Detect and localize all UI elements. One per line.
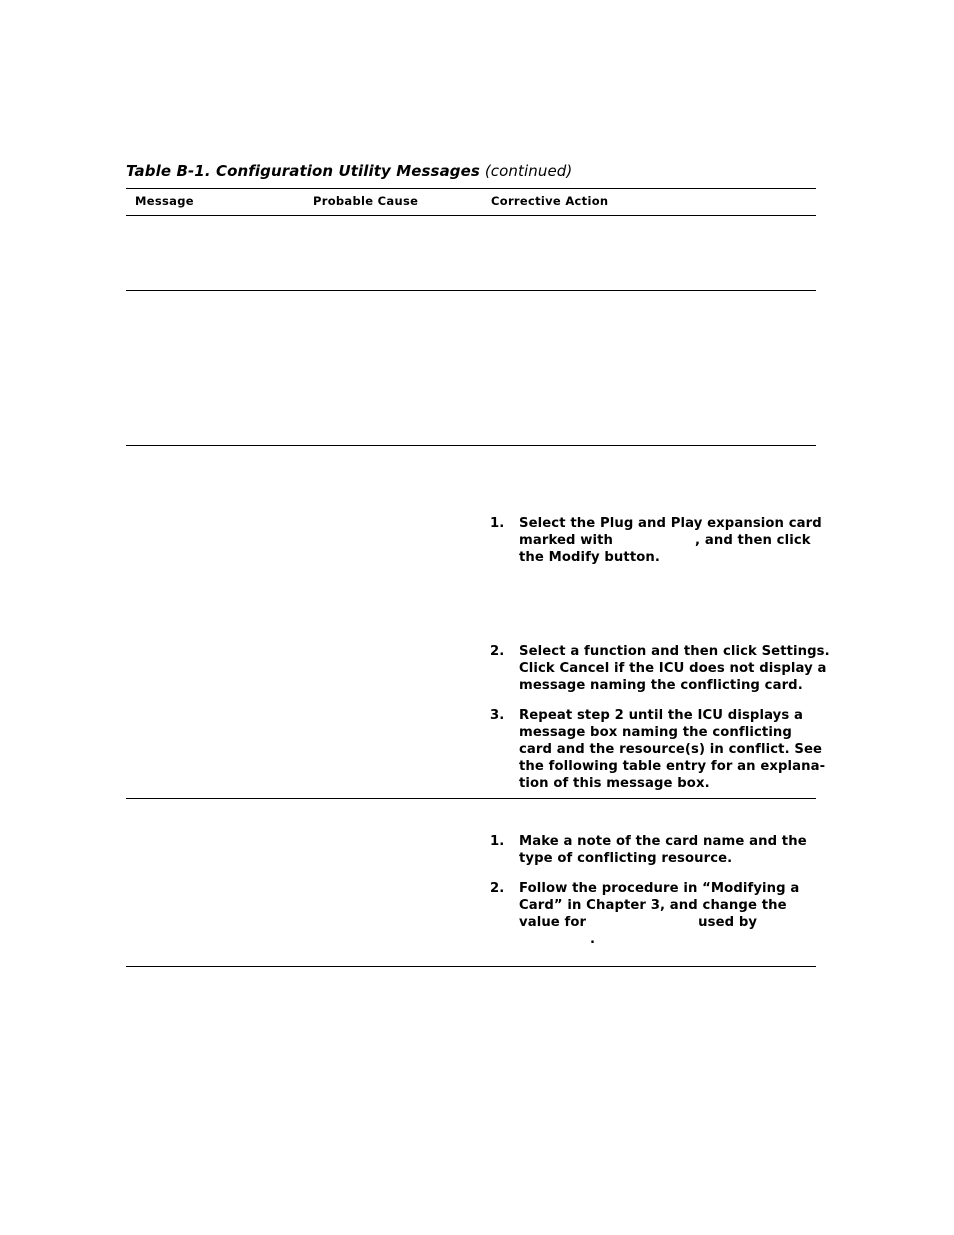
step-number: 3. <box>490 708 505 723</box>
header-bottom-rule <box>126 215 816 216</box>
step-line: Make a note of the card name and the <box>519 834 807 849</box>
step-line: Select a function and then click Settings. <box>519 644 830 659</box>
column-header-probable-cause: Probable Cause <box>313 194 419 208</box>
step-line-part: value for <box>519 915 587 930</box>
step-text <box>519 643 830 694</box>
step-line <box>519 532 811 549</box>
step-line-part: , and then click <box>695 533 811 548</box>
table-caption-title: Table B-1. Configuration Utility Messages <box>126 162 480 180</box>
step-line: type of conflicting resource. <box>519 851 733 866</box>
step-line <box>519 914 811 931</box>
step-line-part: used by <box>698 915 758 930</box>
step-number: 2. <box>490 881 505 896</box>
step-line: the Modify button. <box>519 550 660 565</box>
step-number: 1. <box>490 834 505 849</box>
step-line: message naming the conflicting card. <box>519 678 803 693</box>
table-top-rule <box>126 188 816 189</box>
step-number: 2. <box>490 644 505 659</box>
row-divider-1 <box>126 290 816 291</box>
step-text <box>519 515 822 566</box>
row-divider-3 <box>126 798 816 799</box>
step-line: tion of this message box. <box>519 776 710 791</box>
step-text <box>519 880 811 948</box>
step-text <box>519 833 811 867</box>
step-line: the following table entry for an explana- <box>519 759 826 774</box>
step-line: Click Cancel if the ICU does not display a <box>519 661 827 676</box>
column-header-message: Message <box>135 194 194 208</box>
step-line: . <box>590 932 596 947</box>
step-line: Repeat step 2 until the ICU displays a <box>519 708 803 723</box>
row-divider-2 <box>126 445 816 446</box>
step-number: 1. <box>490 516 505 531</box>
step-line-part: marked with <box>519 533 614 548</box>
table-caption-continued: (continued) <box>484 162 573 180</box>
column-header-corrective-action: Corrective Action <box>491 194 609 208</box>
step-text <box>519 707 826 792</box>
step-line: message box naming the conflicting <box>519 725 792 740</box>
step-line: Select the Plug and Play expansion card <box>519 516 822 531</box>
table-caption <box>126 162 572 180</box>
step-line: Card” in Chapter 3, and change the <box>519 898 787 913</box>
step-line: Follow the procedure in “Modifying a <box>519 881 800 896</box>
table-bottom-rule <box>126 966 816 967</box>
step-line: card and the resource(s) in conflict. See <box>519 742 823 757</box>
